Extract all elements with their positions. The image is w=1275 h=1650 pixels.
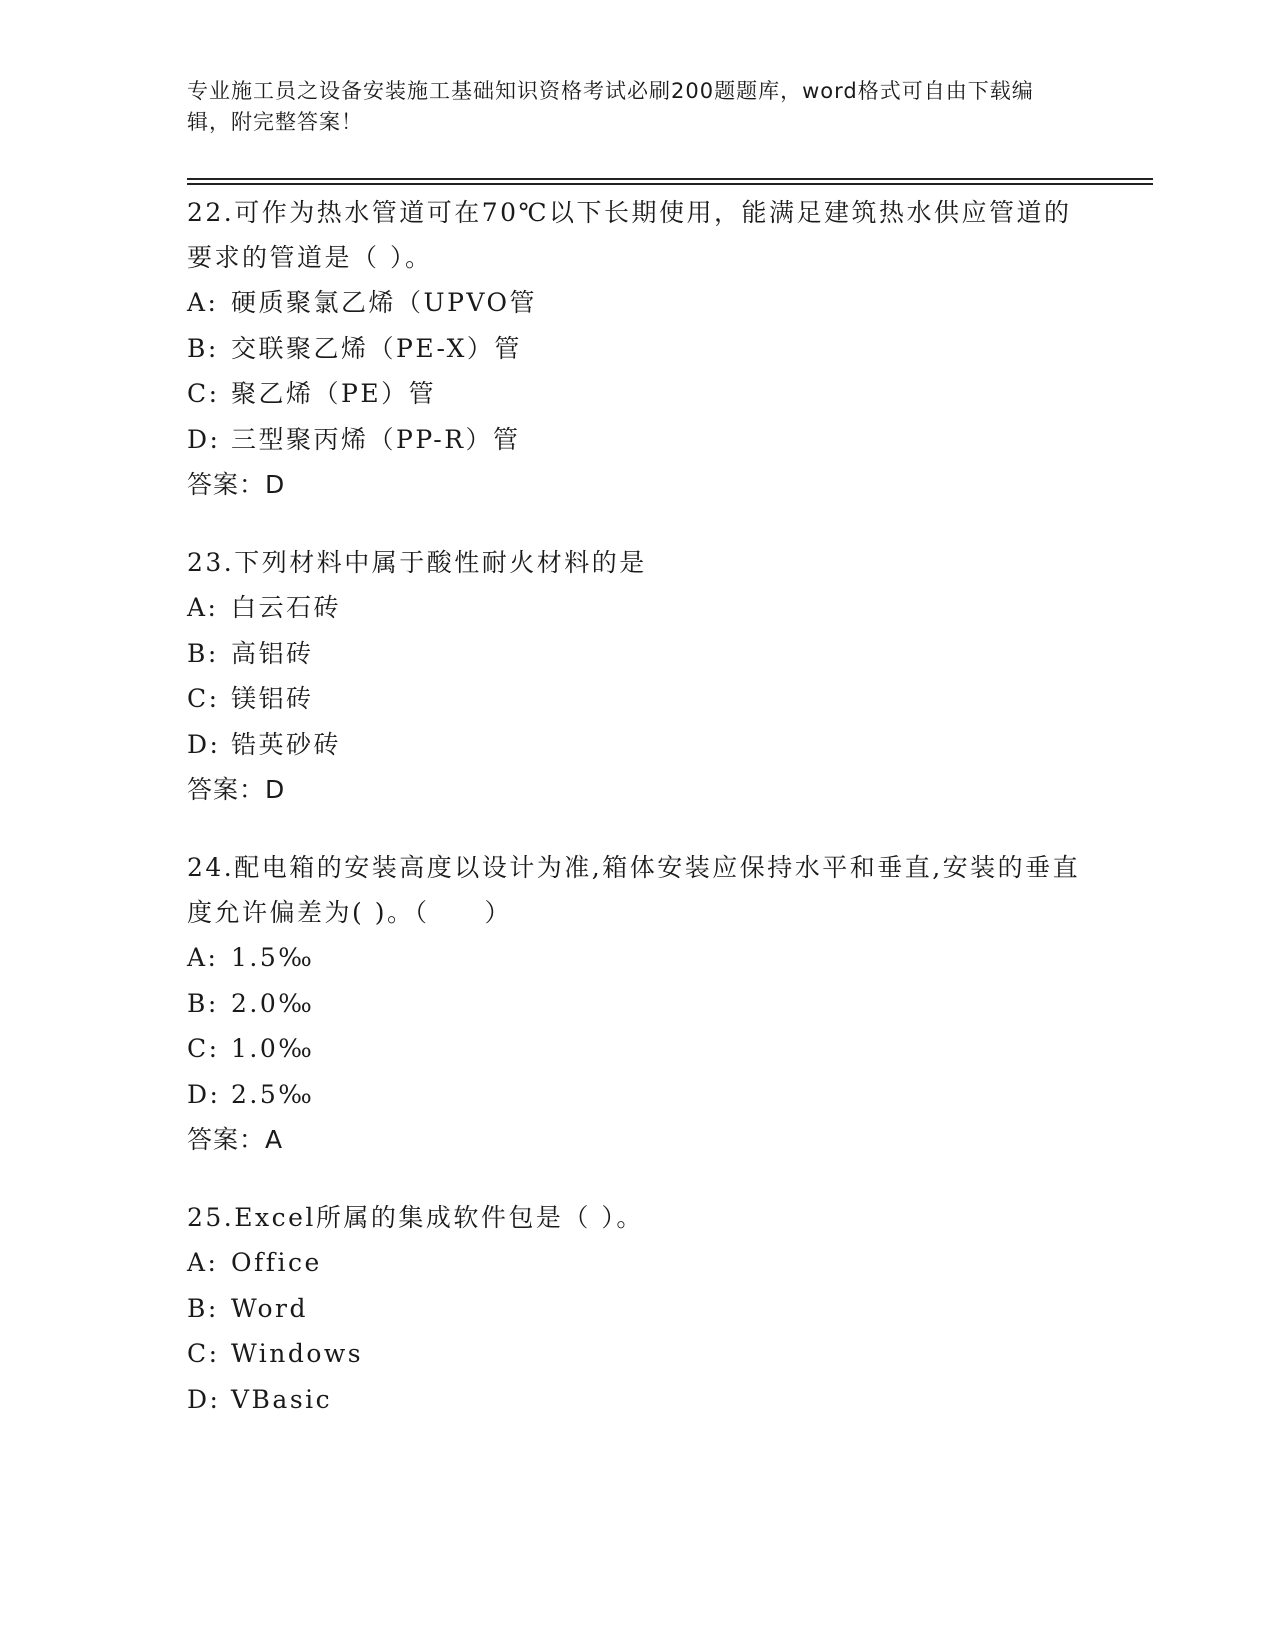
option-c <box>187 676 1087 722</box>
option-c <box>187 1026 1087 1072</box>
option-letter: B: <box>187 638 219 668</box>
question-stem: 25.Excel所属的集成软件包是（ ）。 <box>187 1203 644 1232</box>
question-25 <box>187 1195 1087 1422</box>
option-letter: B: <box>187 1293 219 1323</box>
option-d <box>187 417 1087 463</box>
option-text: Office <box>231 1248 322 1277</box>
option-b <box>187 981 1087 1027</box>
option-text: 硬质聚氯乙烯（UPVO管 <box>231 288 538 317</box>
option-b <box>187 1286 1087 1332</box>
header-divider-bottom <box>187 183 1153 185</box>
option-a <box>187 585 1087 631</box>
question-24 <box>187 845 1087 1162</box>
option-letter: C: <box>187 1034 220 1063</box>
question-23 <box>187 540 1087 812</box>
option-letter: A: <box>187 943 219 972</box>
option-a <box>187 935 1087 981</box>
option-c <box>187 371 1087 417</box>
option-text: Word <box>231 1293 309 1323</box>
question-stem: 24.配电箱的安装高度以设计为准,箱体安装应保持水平和垂直,安装的垂直度允许偏差为( )。（ ） <box>187 853 1081 927</box>
option-letter: A: <box>187 593 219 622</box>
option-text: 镁铝砖 <box>231 684 314 713</box>
option-text: VBasic <box>231 1384 333 1414</box>
option-text: 交联聚乙烯（PE-X）管 <box>231 333 522 363</box>
option-letter: A: <box>187 1248 219 1277</box>
question-stem: 23.下列材料中属于酸性耐火材料的是 <box>187 548 647 577</box>
option-text: 1.0‰ <box>231 1034 315 1063</box>
option-text: 1.5‰ <box>231 943 315 972</box>
document-header: 专业施工员之设备安装施工基础知识资格考试必刷200题题库，word格式可自由下载编辑，附完整答案！ <box>187 79 1034 134</box>
option-text: 三型聚丙烯（PP-R）管 <box>231 424 521 454</box>
answer-line: 答案：D <box>187 470 286 499</box>
header-divider-top <box>187 178 1153 180</box>
option-letter: B: <box>187 333 219 363</box>
answer-line: 答案：A <box>187 1125 284 1154</box>
option-letter: D: <box>187 1079 221 1109</box>
option-letter: D: <box>187 1384 221 1414</box>
option-b <box>187 631 1087 677</box>
option-d <box>187 1072 1087 1118</box>
option-text: 锆英砂砖 <box>231 729 342 759</box>
option-letter: B: <box>187 988 219 1018</box>
option-a <box>187 1240 1087 1286</box>
question-stem: 22.可作为热水管道可在70℃以下长期使用，能满足建筑热水供应管道的要求的管道是（ ）。 <box>187 198 1072 272</box>
option-d <box>187 1377 1087 1423</box>
option-b <box>187 326 1087 372</box>
question-22 <box>187 190 1087 507</box>
option-letter: A: <box>187 288 219 317</box>
option-text: 白云石砖 <box>231 593 342 622</box>
option-letter: C: <box>187 1339 220 1368</box>
option-letter: C: <box>187 684 220 713</box>
option-a <box>187 280 1087 326</box>
option-letter: D: <box>187 729 221 759</box>
question-list <box>187 190 1087 1455</box>
option-letter: C: <box>187 379 220 408</box>
option-text: Windows <box>231 1339 364 1368</box>
option-c <box>187 1331 1087 1377</box>
option-text: 2.5‰ <box>231 1079 315 1109</box>
answer-line: 答案：D <box>187 775 286 804</box>
option-letter: D: <box>187 424 221 454</box>
option-d <box>187 722 1087 768</box>
option-text: 2.0‰ <box>231 988 315 1018</box>
option-text: 高铝砖 <box>231 638 314 668</box>
option-text: 聚乙烯（PE）管 <box>231 379 437 408</box>
